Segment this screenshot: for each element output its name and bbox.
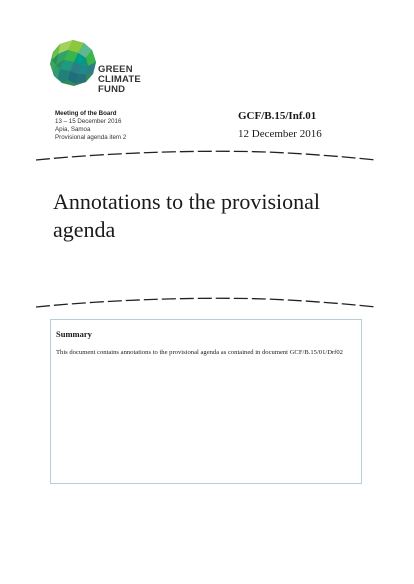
meeting-name: Meeting of the Board	[55, 110, 117, 117]
gcf-logo	[48, 38, 148, 100]
wave-divider-bottom	[36, 295, 376, 309]
summary-text: This document contains annotations to the provisional agenda as contained in document GCF/B.15/01/Drf02	[56, 349, 343, 356]
meeting-dates: 13 – 15 December 2016	[55, 118, 122, 125]
wave-divider-top	[36, 148, 376, 162]
meeting-info	[55, 110, 126, 142]
logo-line-green: GREEN	[98, 64, 133, 75]
agenda-item: Provisional agenda item 2	[55, 134, 127, 141]
summary-heading: Summary	[56, 329, 92, 339]
document-symbol: GCF/B.15/Inf.01	[238, 110, 317, 122]
page-title: Annotations to the provisional agenda	[53, 189, 321, 242]
document-date: 12 December 2016	[238, 128, 322, 140]
logo-line-fund: FUND	[98, 84, 126, 95]
logo-line-climate: CLIMATE	[98, 74, 141, 85]
meeting-location: Apia, Samoa	[55, 126, 91, 133]
globe-logo-icon	[48, 38, 98, 88]
summary-box	[50, 319, 362, 484]
logo-wordmark	[98, 65, 141, 95]
